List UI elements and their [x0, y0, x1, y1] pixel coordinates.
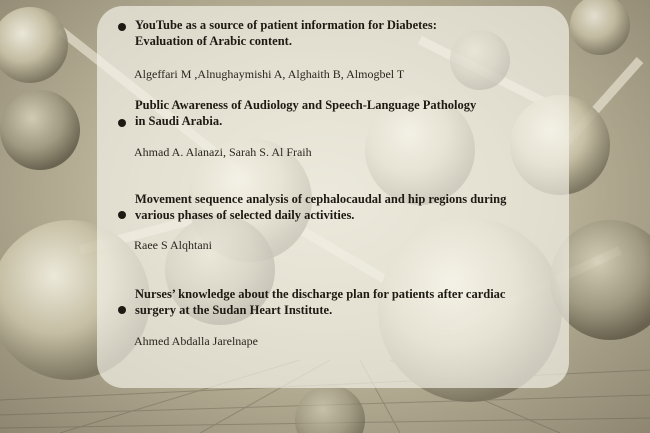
bullet-icon — [118, 23, 126, 31]
article-title-line: Nurses’ knowledge about the discharge plan for patients after cardiac — [135, 287, 506, 301]
article-title-line: YouTube as a source of patient information for Diabetes: — [135, 18, 437, 32]
bullet-icon — [118, 119, 126, 127]
article-title-line: in Saudi Arabia. — [135, 114, 223, 128]
article-authors: Ahmad A. Alanazi, Sarah S. Al Fraih — [134, 145, 312, 159]
article-title-line: Public Awareness of Audiology and Speech-Language Pathology — [135, 98, 477, 112]
article-authors: Algeffari M ,Alnughaymishi A, Alghaith B, Almogbel T — [134, 67, 405, 81]
article-authors: Raee S Alqhtani — [134, 238, 212, 252]
article-title — [135, 97, 555, 129]
article-title — [135, 286, 555, 318]
article-title-line: Evaluation of Arabic content. — [135, 34, 292, 48]
bullet-icon — [118, 306, 126, 314]
article-title-line: surgery at the Sudan Heart Institute. — [135, 303, 333, 317]
article-title — [135, 17, 555, 49]
bullet-icon — [118, 211, 126, 219]
article-title-line: Movement sequence analysis of cephalocaudal and hip regions during — [135, 192, 507, 206]
article-title-line: various phases of selected daily activities. — [135, 208, 355, 222]
article-list-panel — [97, 6, 569, 388]
article-authors: Ahmed Abdalla Jarelnape — [134, 334, 258, 348]
article-title — [135, 191, 555, 223]
